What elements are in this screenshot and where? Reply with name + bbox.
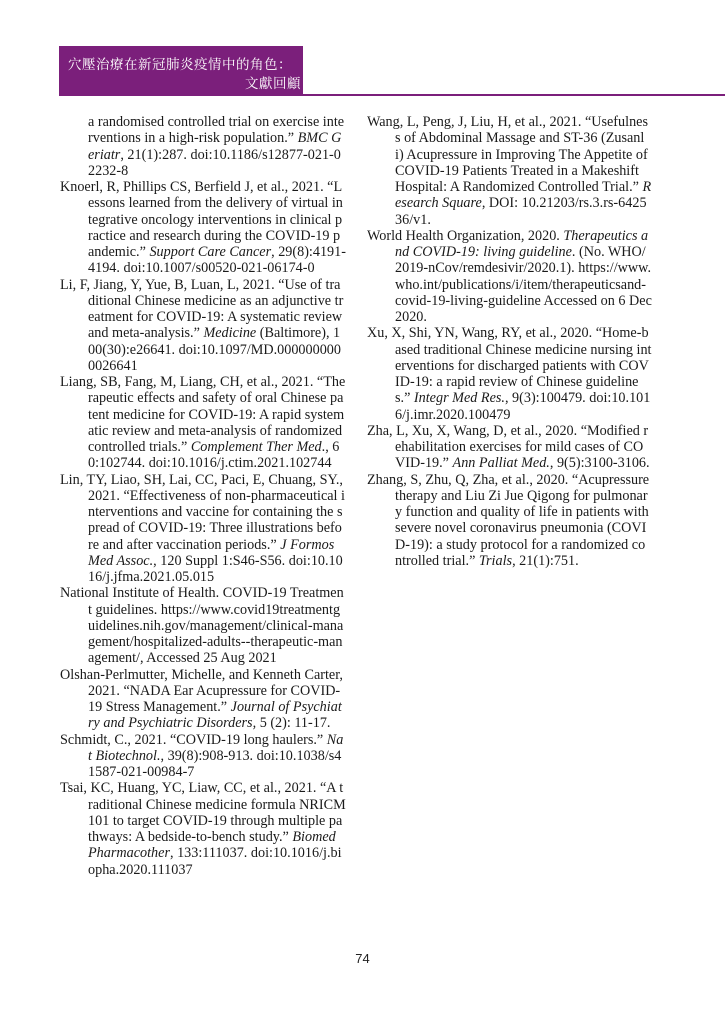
reference-text: Li, F, Jiang, Y, Yue, B, Luan, L, 2021. “Use of traditional Chinese medicine as an adjunctive treatment for COVID-19: A systematic review and meta-analysis.” [60, 276, 344, 342]
reference-text: a randomised controlled trial on exercise interventions in a high-risk population.” [88, 114, 345, 147]
reference-entry [60, 114, 346, 179]
reference-text: , 21(1):287. doi:10.1186/s12877-021-02232-8 [88, 146, 341, 179]
references-right-column [367, 114, 652, 569]
reference-entry [60, 179, 346, 277]
reference-text: Tsai, KC, Huang, YC, Liaw, CC, et al., 2021. “A traditional Chinese medicine formula NRICM101 to target COVID-19 through multiple pathways: A bedside-to-bench study.” [60, 780, 346, 845]
reference-journal: Ann Palliat Med. [452, 455, 550, 472]
running-title-line-2: 文獻回顧 [245, 76, 301, 92]
reference-text: Wang, L, Peng, J, Liu, H, et al., 2021. “Usefulness of Abdominal Massage and ST-36 (Zusanli) Acupressure in Improving The Appetite of COVID-19 Patients Treated in a Makeshift Hospital: A Randomized Controlled Trial.” [367, 114, 648, 195]
reference-text: Knoerl, R, Phillips CS, Berfield J, et al., 2021. “Lessons learned from the delivery of virtual integrative oncology interventions in clinical practice and research during the COVID-19 pandemic.” [60, 179, 343, 260]
reference-journal: Complement Ther Med [190, 439, 322, 455]
reference-text: Schmidt, C., 2021. “COVID-19 long haulers.” [60, 731, 327, 748]
reference-journal: Integr Med Res. [413, 390, 505, 407]
reference-text: , 120 Suppl 1:S46-S56. doi:10.1016/j.jfma.2021.05.015 [88, 552, 343, 585]
reference-text: World Health Organization, 2020. [367, 227, 564, 244]
reference-journal: Research Square [395, 179, 652, 212]
reference-entry [367, 472, 652, 570]
reference-text: Zha, L, Xu, X, Wang, D, et al., 2020. “Modified rehabilitation exercises for mild cases of COVID-19.” [367, 422, 649, 472]
reference-text: , 29(8):4191-4194. doi:10.1007/s00520-021-06174-0 [88, 244, 346, 277]
reference-entry [60, 374, 346, 472]
reference-journal: Support Care Cancer [149, 244, 272, 260]
reference-entry [60, 277, 346, 375]
reference-text: (Baltimore), 100(30):e26641. doi:10.1097/MD.0000000000026641 [88, 325, 341, 374]
reference-entry [367, 114, 652, 228]
reference-entry [60, 472, 346, 586]
reference-journal: Medicine [203, 325, 257, 342]
reference-journal: Nat Biotechnol. [88, 731, 344, 764]
reference-text: , 133:111037. doi:10.1016/j.biopha.2020.111037 [88, 845, 342, 878]
running-title-line-1: 穴壓治療在新冠肺炎疫情中的角色： [68, 57, 292, 73]
reference-entry [367, 325, 652, 423]
reference-entry [367, 423, 652, 472]
reference-text: , 21(1):751. [512, 552, 579, 569]
reference-entry [367, 228, 652, 326]
reference-text: 5 (2): 11-17. [256, 715, 331, 732]
reference-entry [60, 667, 346, 732]
reference-entry [60, 780, 346, 878]
reference-text: Xu, X, Shi, YN, Wang, RY, et al., 2020. “Home-based traditional Chinese medicine nursing interventions for discharged patients with COVID-19: a rapid review of Chinese guidelines.” [367, 325, 652, 407]
reference-text: , 39(8):908-913. doi:10.1038/s41587-021-00984-7 [88, 747, 342, 780]
reference-text: Lin, TY, Liao, SH, Lai, CC, Paci, E, Chuang, SY., 2021. “Effectiveness of non-pharmaceutical interventions and vaccine for containing the spread of COVID-19: Three illustrations before and after vaccination periods.” [60, 471, 345, 553]
header-rule [59, 94, 725, 96]
reference-journal: J Formos Med Assoc. [88, 536, 335, 569]
reference-text: . (No. WHO/2019-nCov/remdesivir/2020.1). https://www.who.int/publications/i/item/therapeuticsand-covid-19-living-guideline Accessed on 6 Dec 2020. [395, 244, 652, 325]
reference-text: , 9(3):100479. doi:10.1016/j.imr.2020.100479 [395, 390, 651, 423]
reference-entry [60, 732, 346, 781]
reference-text: Olshan-Perlmutter, Michelle, and Kenneth Carter, 2021. “NADA Ear Acupressure for COVID-19 Stress Management.” [60, 666, 343, 715]
reference-text: , DOI: 10.21203/rs.3.rs-642536/v1. [395, 195, 647, 228]
reference-entry [60, 585, 346, 666]
reference-journal: Trials [478, 552, 513, 569]
reference-journal: Journal of Psychiatry and Psychiatric Disorders, [88, 699, 342, 732]
reference-text: ., 60:102744. doi:10.1016/j.ctim.2021.102744 [88, 439, 340, 472]
reference-text: National Institute of Health. COVID-19 Treatment guidelines. https://www.covid19treatmentguidelines.nih.gov/management/clinical-management/hospitalized-adults--therapeutic-management/, Accessed 25 Aug 2021 [60, 585, 344, 667]
reference-journal: Therapeutics and COVID-19: living guideline [395, 227, 649, 260]
reference-text: Zhang, S, Zhu, Q, Zha, et al., 2020. “Acupressure therapy and Liu Zi Jue Qigong for pulmonary function and quality of life in patients with severe novel coronavirus pneumonia (COVID-19): a study protocol for a randomized controlled trial.” [367, 471, 650, 569]
reference-text: Liang, SB, Fang, M, Liang, CH, et al., 2021. “Therapeutic effects and safety of oral Chinese patent medicine for COVID-19: A rapid systematic review and meta-analysis of randomized controlled trials.” [60, 374, 346, 455]
reference-journal: BMC Geriatr [88, 130, 342, 163]
reference-journal: Biomed Pharmacother [88, 829, 336, 862]
references-left-column [60, 114, 346, 878]
page-number: 74 [355, 951, 370, 966]
reference-text: , 9(5):3100-3106. [549, 455, 650, 472]
